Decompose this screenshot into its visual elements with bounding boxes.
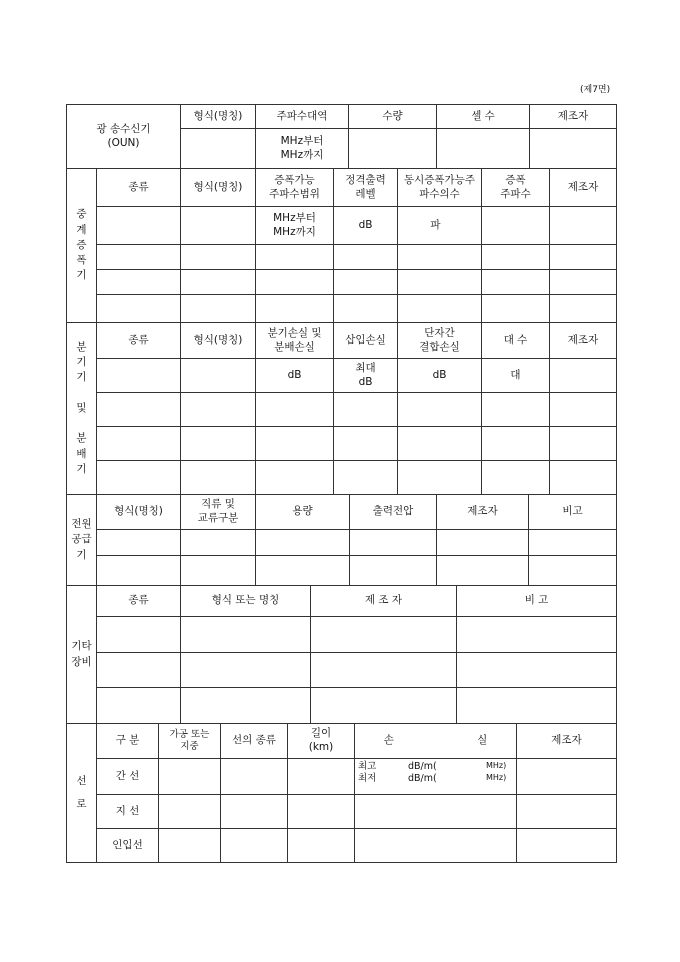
- cell[interactable]: [334, 245, 398, 270]
- cell[interactable]: [398, 245, 482, 270]
- header-aerial-underground: 가공 또는 지중: [159, 724, 221, 759]
- cell[interactable]: [550, 245, 617, 270]
- header-maker: 제조자: [550, 323, 617, 359]
- cell[interactable]: [97, 393, 181, 427]
- cell[interactable]: [334, 295, 398, 323]
- header-frequency-band: 주파수대역: [256, 105, 349, 129]
- cell[interactable]: [482, 245, 550, 270]
- header-maker: 제조자: [517, 724, 617, 759]
- cell-amp-frequency[interactable]: [482, 207, 550, 245]
- cell[interactable]: [437, 556, 529, 586]
- cell[interactable]: [311, 688, 457, 724]
- page-number: (제7면): [580, 85, 611, 95]
- cell[interactable]: [398, 270, 482, 295]
- row-drop-label: 인입선: [97, 829, 159, 863]
- splitter-table: [66, 322, 617, 495]
- optical-label-line2: (OUN): [107, 136, 140, 149]
- cell[interactable]: [398, 427, 482, 461]
- cell[interactable]: [355, 795, 517, 829]
- header-maker: 제조자: [530, 105, 617, 129]
- cell[interactable]: [221, 795, 288, 829]
- line-label: 선 로: [67, 724, 97, 863]
- cell[interactable]: [181, 461, 256, 495]
- cell-coupling-loss[interactable]: dB: [398, 359, 482, 393]
- header-quantity: 수량: [349, 105, 437, 129]
- cell[interactable]: [181, 245, 256, 270]
- cell[interactable]: [97, 245, 181, 270]
- cell-count[interactable]: 대: [482, 359, 550, 393]
- row-trunk-label: 간 선: [97, 759, 159, 795]
- cell[interactable]: [256, 295, 334, 323]
- amplifier-table: [66, 168, 617, 323]
- cell[interactable]: [97, 295, 181, 323]
- cell-simultaneous[interactable]: 파: [398, 207, 482, 245]
- cell-model[interactable]: [181, 129, 256, 169]
- cell[interactable]: [529, 556, 617, 586]
- header-amp-frequency: 증폭 주파수: [482, 169, 550, 207]
- cell[interactable]: [181, 556, 256, 586]
- cell[interactable]: [482, 461, 550, 495]
- cell[interactable]: [355, 829, 517, 863]
- cell-type[interactable]: [97, 359, 181, 393]
- header-loss: 손 실: [355, 724, 517, 759]
- cell[interactable]: [457, 617, 617, 653]
- cell-model[interactable]: [181, 359, 256, 393]
- header-length: 길이 (km): [288, 724, 355, 759]
- cell[interactable]: [334, 427, 398, 461]
- header-type: 종류: [97, 323, 181, 359]
- cell[interactable]: [550, 270, 617, 295]
- header-branch-loss: 분기손실 및 분배손실: [256, 323, 334, 359]
- cell[interactable]: [398, 461, 482, 495]
- cell[interactable]: [97, 427, 181, 461]
- cell[interactable]: [457, 653, 617, 688]
- cell[interactable]: [159, 795, 221, 829]
- cell[interactable]: [350, 556, 437, 586]
- cell[interactable]: [181, 427, 256, 461]
- cell[interactable]: [398, 393, 482, 427]
- cell-amp-range[interactable]: MHz부터 MHz까지: [256, 207, 334, 245]
- cell[interactable]: [97, 617, 181, 653]
- header-division: 구 분: [97, 724, 159, 759]
- splitter-label: 분 기 기 및 분 배 기: [67, 323, 97, 495]
- cell[interactable]: [256, 427, 334, 461]
- cell[interactable]: [221, 829, 288, 863]
- cell[interactable]: [517, 829, 617, 863]
- optical-transceiver-table: [66, 104, 617, 169]
- cell[interactable]: [97, 653, 181, 688]
- cell[interactable]: [181, 688, 311, 724]
- cell[interactable]: [256, 393, 334, 427]
- header-maker: 제조자: [550, 169, 617, 207]
- cell[interactable]: [256, 530, 350, 556]
- cell[interactable]: [482, 295, 550, 323]
- cell-type[interactable]: [97, 207, 181, 245]
- cell[interactable]: [517, 795, 617, 829]
- cell[interactable]: [550, 427, 617, 461]
- amplifier-label: 중 계 증 폭 기: [67, 169, 97, 323]
- cell[interactable]: [97, 556, 181, 586]
- cell-cell-count[interactable]: [437, 129, 530, 169]
- cell[interactable]: [97, 688, 181, 724]
- cell-branch-loss[interactable]: dB: [256, 359, 334, 393]
- header-amp-range: 증폭가능 주파수범위: [256, 169, 334, 207]
- header-cell-count: 셀 수: [437, 105, 530, 129]
- cell-frequency-band[interactable]: [256, 129, 349, 169]
- cell-quantity[interactable]: [349, 129, 437, 169]
- header-simultaneous: 동시증폭가능주 파수의수: [398, 169, 482, 207]
- cell[interactable]: [334, 393, 398, 427]
- line-table: [66, 723, 617, 863]
- cell[interactable]: [482, 427, 550, 461]
- header-capacity: 용량: [256, 495, 350, 530]
- cell[interactable]: [311, 617, 457, 653]
- cell[interactable]: [256, 461, 334, 495]
- cell[interactable]: [457, 688, 617, 724]
- cell[interactable]: [97, 270, 181, 295]
- header-coupling-loss: 단자간 결합손실: [398, 323, 482, 359]
- cell[interactable]: [482, 270, 550, 295]
- cell[interactable]: [334, 461, 398, 495]
- power-label: 전원 공급 기: [67, 495, 97, 586]
- header-rated-output: 정격출력 레벨: [334, 169, 398, 207]
- cell-rated-output[interactable]: dB: [334, 207, 398, 245]
- optical-label-line1: 광 송수신기: [96, 122, 151, 135]
- cell[interactable]: [398, 295, 482, 323]
- cell-insertion-loss[interactable]: 최대 dB: [334, 359, 398, 393]
- cell[interactable]: [550, 461, 617, 495]
- header-note: 비고: [529, 495, 617, 530]
- cell[interactable]: [97, 461, 181, 495]
- cell[interactable]: [221, 759, 288, 795]
- cell[interactable]: [311, 653, 457, 688]
- cell[interactable]: [256, 245, 334, 270]
- cell[interactable]: [181, 295, 256, 323]
- header-type: 종류: [97, 169, 181, 207]
- cell[interactable]: [482, 393, 550, 427]
- header-model: 형식(명칭): [181, 169, 256, 207]
- cell-maker[interactable]: [550, 207, 617, 245]
- header-model: 형식(명칭): [181, 323, 256, 359]
- header-output-voltage: 출력전압: [350, 495, 437, 530]
- cell[interactable]: [181, 393, 256, 427]
- cell[interactable]: [181, 653, 311, 688]
- header-dc-ac: 직류 및 교류구분: [181, 495, 256, 530]
- cell[interactable]: [159, 829, 221, 863]
- other-label: 기타 장비: [67, 586, 97, 724]
- optical-label: [67, 105, 181, 169]
- cell[interactable]: [181, 617, 311, 653]
- power-supply-table: [66, 494, 617, 586]
- cell[interactable]: [256, 270, 334, 295]
- header-maker: 제조자: [437, 495, 529, 530]
- cell[interactable]: [437, 530, 529, 556]
- header-insertion-loss: 삽입손실: [334, 323, 398, 359]
- cell[interactable]: [288, 795, 355, 829]
- freq-from: MHz부터: [280, 134, 324, 147]
- cell[interactable]: [181, 530, 256, 556]
- cell-model[interactable]: [181, 207, 256, 245]
- header-note: 비 고: [457, 586, 617, 617]
- other-equipment-table: [66, 585, 617, 724]
- cell[interactable]: [288, 759, 355, 795]
- cell[interactable]: [97, 530, 181, 556]
- freq-to: MHz까지: [280, 148, 324, 161]
- header-wire-type: 선의 종류: [221, 724, 288, 759]
- header-type: 종류: [97, 586, 181, 617]
- cell[interactable]: [550, 295, 617, 323]
- header-model: 형식(명칭): [97, 495, 181, 530]
- cell[interactable]: [256, 556, 350, 586]
- cell[interactable]: [529, 530, 617, 556]
- header-model-name: 형식 또는 명칭: [181, 586, 311, 617]
- header-count: 대 수: [482, 323, 550, 359]
- cell[interactable]: [517, 759, 617, 795]
- cell[interactable]: [181, 270, 256, 295]
- header-model: 형식(명칭): [181, 105, 256, 129]
- cell-loss[interactable]: 최고 dB/m( MHz) 최저 dB/m( MHz): [355, 759, 517, 795]
- cell[interactable]: [159, 759, 221, 795]
- header-maker: 제 조 자: [311, 586, 457, 617]
- row-branch-label: 지 선: [97, 795, 159, 829]
- cell[interactable]: [550, 393, 617, 427]
- cell-maker[interactable]: [530, 129, 617, 169]
- cell[interactable]: [350, 530, 437, 556]
- cell[interactable]: [288, 829, 355, 863]
- cell[interactable]: [334, 270, 398, 295]
- cell-maker[interactable]: [550, 359, 617, 393]
